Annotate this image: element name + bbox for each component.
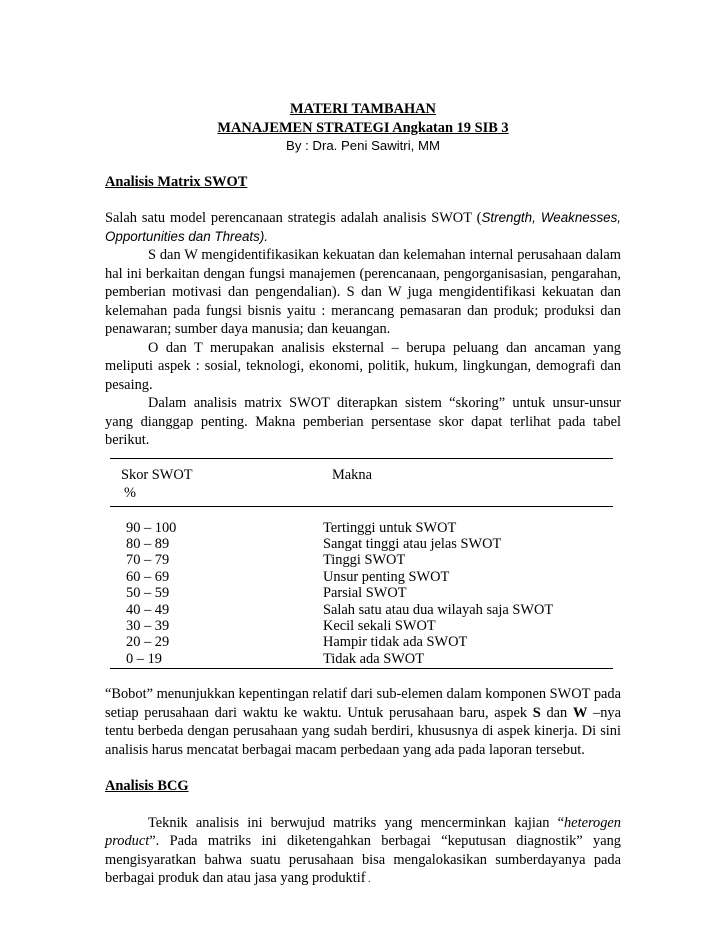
bobot-text-3: –nya tentu berbeda dengan perusahaan yang sudah berdiri, khususnya di aspek kinerja. Di sini analisis harus mencatat berbagai macam perbedaan yang ada pada laporan tersebut. xyxy=(105,704,621,758)
header-skor-swot xyxy=(110,466,332,503)
paragraph-o-dan-t: O dan T merupakan analisis eksternal – berupa peluang dan ancaman yang meliputi aspek : sosial, teknologi, ekonomi, politik, hukum, lingkungan, demografi dan pesaing. xyxy=(105,339,621,393)
heading-analisis-bcg: Analisis BCG xyxy=(105,778,189,795)
swot-intro-italic: Strength, Weaknesses, Opportunities dan Threats). xyxy=(105,210,621,244)
table-body xyxy=(110,507,613,669)
table-row xyxy=(110,634,613,650)
paragraph-skoring: Dalam analisis matrix SWOT diterapkan sistem “skoring” untuk unsur-unsur yang dianggap penting. Makna pemberian persentase skor dapat terlihat pada tabel berikut. xyxy=(105,395,621,448)
score-range-cell: 60 – 69 xyxy=(126,568,170,585)
table-row xyxy=(110,651,613,667)
bcg-text-1: Teknik analisis ini berwujud matriks yang mencerminkan kajian “ xyxy=(148,814,564,831)
meaning-cell: Kecil sekali SWOT xyxy=(323,617,436,634)
paragraph-bcg xyxy=(105,814,621,890)
table-row xyxy=(110,585,613,601)
bobot-w: W xyxy=(572,704,588,721)
table-row xyxy=(110,552,613,568)
header-percent-label: % xyxy=(124,485,136,501)
bcg-text-3: . xyxy=(365,874,371,886)
meaning-cell: Hampir tidak ada SWOT xyxy=(323,634,468,651)
bobot-text-1: “Bobot” menunjukkan kepentingan relatif dari sub-elemen dalam komponen SWOT pada setiap perusahaan dari waktu ke waktu. Untuk perusahaan baru, aspek xyxy=(105,686,621,721)
meaning-cell: Salah satu atau dua wilayah saja SWOT xyxy=(323,601,554,618)
bcg-text-2: ”. Pada matriks ini diketengahkan berbagai “keputusan diagnostik” yang mengisyaratkan bahwa suatu perusahaan bisa mengalokasikan sumberdayanya pada berbagai produk dan atau jasa yang produktif xyxy=(105,833,621,887)
swot-score-table xyxy=(110,458,613,670)
table-row xyxy=(110,602,613,618)
bcg-italic: heterogen product xyxy=(105,814,621,850)
meaning-cell: Tinggi SWOT xyxy=(323,552,406,569)
table-row xyxy=(110,520,613,536)
score-range-cell: 70 – 79 xyxy=(126,552,170,569)
table-bottom-rule xyxy=(110,668,613,669)
score-range-cell: 0 – 19 xyxy=(126,650,162,667)
bobot-text-2: dan xyxy=(540,704,573,721)
author-line: By : Dra. Peni Sawitri, MM xyxy=(286,138,440,153)
header-makna: Makna xyxy=(332,466,372,483)
header-skor-label: Skor SWOT xyxy=(121,466,193,483)
paragraph-swot-intro xyxy=(105,209,621,246)
title-materi-tambahan: MATERI TAMBAHAN xyxy=(290,101,436,117)
score-range-cell: 20 – 29 xyxy=(126,634,170,651)
meaning-cell: Sangat tinggi atau jelas SWOT xyxy=(323,535,502,552)
score-range-cell: 90 – 100 xyxy=(126,519,177,536)
meaning-cell: Tidak ada SWOT xyxy=(323,650,424,667)
swot-intro-text: Salah satu model perencanaan strategis adalah analisis SWOT ( xyxy=(105,210,482,226)
heading-analisis-swot: Analisis Matrix SWOT xyxy=(105,173,248,190)
document-page xyxy=(105,100,621,890)
title-manajemen-strategi: MANAJEMEN STRATEGI Angkatan 19 SIB 3 xyxy=(217,119,509,136)
score-range-cell: 30 – 39 xyxy=(126,617,170,634)
meaning-cell: Unsur penting SWOT xyxy=(323,568,450,585)
document-header xyxy=(105,100,621,156)
score-range-cell: 50 – 59 xyxy=(126,585,170,602)
score-range-cell: 40 – 49 xyxy=(126,601,170,618)
bobot-s: S xyxy=(532,704,541,721)
meaning-cell: Parsial SWOT xyxy=(323,585,407,602)
meaning-cell: Tertinggi untuk SWOT xyxy=(323,519,457,536)
paragraph-s-dan-w: S dan W mengidentifikasikan kekuatan dan kelemahan internal perusahaan dalam hal ini berkaitan dengan fungsi manajemen (perencanaan, pengorganisasian, pengarahan, pemberian motivasi dan pengendalian). S dan W juga mengidentifikasi kekuatan dan kelemahan pada fungsi bisnis yaitu : merancang pemasaran dan produk; produksi dan penawaran; sumber daya manusia; dan keuangan. xyxy=(105,247,621,337)
table-row xyxy=(110,536,613,552)
paragraph-bobot xyxy=(105,685,621,759)
table-row xyxy=(110,569,613,585)
table-header-row xyxy=(110,459,613,506)
table-row xyxy=(110,618,613,634)
score-range-cell: 80 – 89 xyxy=(126,535,170,552)
